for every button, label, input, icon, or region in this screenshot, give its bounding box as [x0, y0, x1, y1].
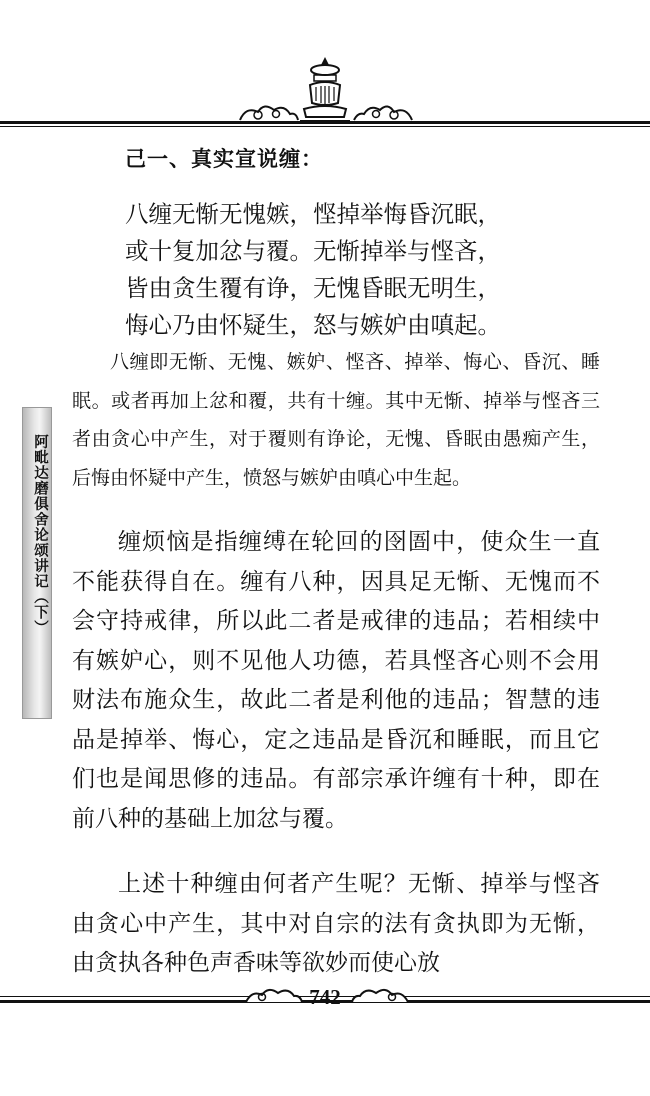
side-tab-title: 阿毗达磨俱舍论颂讲记（下） — [32, 434, 48, 636]
page-number: 742 — [309, 985, 341, 1009]
body-paragraph: 上述十种缠由何者产生呢？无惭、掉举与悭吝由贪心中产生，其中对自宗的法有贪执即为无惭，由贪执各种色声香味等欲妙而使心放 — [72, 871, 600, 976]
footer-cloud-right-icon — [350, 984, 410, 1006]
commentary-paragraph: 八缠即无惭、无愧、嫉妒、悭吝、掉举、悔心、昏沉、睡眠。或者再加上忿和覆，共有十缠。其中无惭、掉举与悭吝三者由贪心中产生，对于覆则有诤论，无愧、昏眠由愚痴产生，后悔由怀疑中产生，愤怒与嫉妒由嗔心中生起。 — [72, 352, 600, 489]
side-tab — [22, 407, 52, 719]
stupa-ornament-icon — [296, 55, 354, 125]
verse-line: 八缠无惭无愧嫉，悭掉举悔昏沉眠， — [125, 200, 501, 228]
header-rule-thin — [0, 126, 650, 127]
body-paragraph: 缠烦恼是指缠缚在轮回的囹圄中，使众生一直不能获得自在。缠有八种，因具足无惭、无愧而不会守持戒律，所以此二者是戒律的违品；若相续中有嫉妒心，则不见他人功德，若具悭吝心则不会用财法布施众生，故此二者是利他的违品；智慧的违品是掉举、悔心，定之违品是昏沉和睡眠，而且它们也是闻思修的违品。有部宗承许缠有十种，即在前八种的基础上加忿与覆。 — [72, 529, 600, 832]
verse-line: 皆由贪生覆有诤，无愧昏眠无明生， — [125, 274, 501, 302]
verse-line: 悔心乃由怀疑生，怒与嫉妒由嗔起。 — [125, 311, 501, 339]
cloud-ornament-right-icon — [352, 100, 414, 124]
cloud-ornament-left-icon — [238, 100, 300, 124]
verse-line: 或十复加忿与覆。无惭掉举与悭吝， — [125, 237, 501, 265]
section-heading: 己一、真实宣说缠： — [125, 147, 323, 171]
